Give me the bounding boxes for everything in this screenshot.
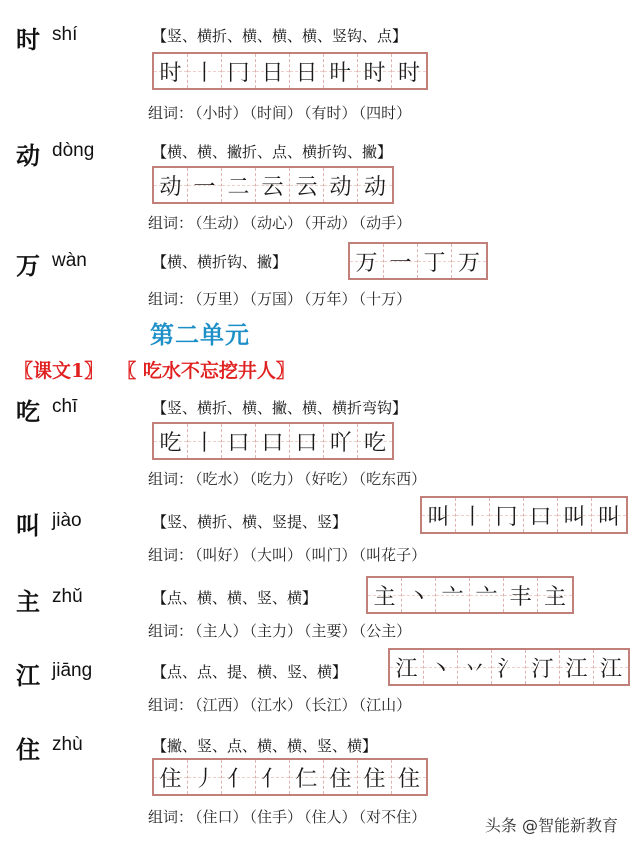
stroke-cell — [188, 760, 222, 794]
stroke-step: 旪 — [329, 60, 352, 86]
stroke-step: 动 — [159, 174, 182, 200]
word: （主人） — [195, 622, 248, 640]
word: （江西） — [195, 696, 248, 714]
stroke-order-text: 【撇、竖、点、横、横、竖、横】 — [152, 737, 378, 755]
stroke-cell — [358, 760, 392, 794]
stroke-step: 丶 — [407, 584, 430, 610]
stroke-step: 二 — [227, 174, 250, 200]
stroke-cell — [538, 578, 572, 612]
pinyin: zhǔ — [52, 586, 83, 607]
word: （大叫） — [249, 546, 303, 564]
word: （公主） — [358, 622, 412, 640]
stroke-cell — [154, 168, 188, 202]
stroke-step: 汀 — [531, 656, 554, 682]
stroke-step: 冂 — [495, 504, 518, 530]
stroke-cell — [560, 650, 594, 684]
stroke-step: 丨 — [193, 60, 216, 86]
stroke-step: 日 — [261, 60, 284, 86]
stroke-step: 丁 — [423, 250, 446, 276]
stroke-step: 丨 — [193, 430, 216, 456]
stroke-cell — [290, 168, 324, 202]
word: （主力） — [249, 622, 303, 640]
stroke-cell — [222, 54, 256, 88]
word-list — [148, 212, 413, 233]
word-list — [148, 544, 428, 565]
stroke-step: 亠 — [475, 584, 498, 610]
word-list — [148, 806, 428, 827]
word-list — [148, 288, 413, 309]
pinyin: wàn — [52, 250, 87, 271]
stroke-step: 一 — [389, 250, 412, 276]
stroke-step: 口 — [261, 430, 284, 456]
stroke-step: 亻 — [227, 766, 250, 792]
stroke-cell — [188, 168, 222, 202]
stroke-step: 主 — [373, 584, 396, 610]
stroke-cell — [290, 760, 324, 794]
stroke-grid — [420, 496, 628, 534]
pinyin: shí — [52, 24, 78, 45]
stroke-cell — [290, 424, 324, 458]
stroke-step: 吖 — [329, 430, 352, 456]
stroke-grid — [152, 422, 394, 460]
stroke-step: 住 — [329, 766, 352, 792]
character: 主 — [16, 587, 40, 616]
word: （动心） — [249, 214, 303, 232]
stroke-step: 动 — [329, 174, 352, 200]
stroke-cell — [402, 578, 436, 612]
character: 吃 — [16, 397, 40, 426]
stroke-step: 住 — [397, 766, 420, 792]
word: （十万） — [358, 290, 412, 308]
stroke-step: 亻 — [261, 766, 284, 792]
stroke-step: 吃 — [159, 430, 182, 456]
watermark: 头条 @智能新教育 — [481, 812, 622, 837]
stroke-cell — [470, 578, 504, 612]
stroke-cell — [222, 424, 256, 458]
stroke-grid — [366, 576, 574, 614]
stroke-step: 动 — [363, 174, 386, 200]
stroke-cell — [358, 54, 392, 88]
stroke-step: 冂 — [227, 60, 250, 86]
word: （有时） — [304, 104, 357, 122]
stroke-step: 亠 — [441, 584, 464, 610]
pinyin: zhù — [52, 734, 83, 755]
stroke-step: 时 — [397, 60, 420, 86]
word: （四时） — [358, 104, 412, 122]
stroke-step: 时 — [159, 60, 182, 86]
stroke-step: 万 — [457, 250, 480, 276]
pinyin: dòng — [52, 140, 95, 161]
word: （住口） — [195, 808, 248, 826]
stroke-cell — [392, 54, 426, 88]
stroke-cell — [594, 650, 628, 684]
word: （叫门） — [304, 546, 357, 564]
stroke-order-text: 【点、点、提、横、竖、横】 — [152, 663, 348, 681]
stroke-cell — [558, 498, 592, 532]
stroke-step: 叫 — [597, 504, 620, 530]
stroke-cell — [256, 424, 290, 458]
stroke-cell — [154, 760, 188, 794]
stroke-step: 万 — [355, 250, 378, 276]
stroke-step: 叫 — [427, 504, 450, 530]
stroke-step: 丶 — [429, 656, 452, 682]
stroke-cell — [504, 578, 538, 612]
stroke-cell — [324, 168, 358, 202]
stroke-step: 口 — [529, 504, 552, 530]
word: （江水） — [249, 696, 303, 714]
stroke-cell — [418, 244, 452, 278]
stroke-cell — [256, 760, 290, 794]
stroke-cell — [290, 54, 324, 88]
pinyin: jiào — [52, 510, 82, 531]
stroke-cell — [222, 168, 256, 202]
stroke-step: 江 — [599, 656, 622, 682]
stroke-cell — [490, 498, 524, 532]
stroke-step: 日 — [295, 60, 318, 86]
stroke-cell — [358, 168, 392, 202]
stroke-step: 丷 — [463, 656, 486, 682]
word: （叫花子） — [358, 546, 427, 564]
character: 万 — [16, 251, 40, 280]
stroke-cell — [324, 424, 358, 458]
stroke-cell — [256, 54, 290, 88]
stroke-step: 时 — [363, 60, 386, 86]
word-list — [148, 102, 413, 123]
word: （住人） — [304, 808, 357, 826]
stroke-step: 云 — [295, 174, 318, 200]
stroke-step: 丰 — [509, 584, 532, 610]
stroke-cell — [422, 498, 456, 532]
stroke-cell — [188, 54, 222, 88]
stroke-step: 一 — [193, 174, 216, 200]
stroke-cell — [256, 168, 290, 202]
stroke-cell — [524, 498, 558, 532]
words-label: 组词： — [148, 546, 194, 564]
stroke-step: 口 — [295, 430, 318, 456]
word: （小时） — [195, 104, 248, 122]
character: 住 — [16, 735, 40, 764]
word: （万里） — [195, 290, 248, 308]
stroke-step: 江 — [565, 656, 588, 682]
stroke-cell — [424, 650, 458, 684]
stroke-cell — [222, 760, 256, 794]
word: （对不住） — [358, 808, 427, 826]
word-list — [148, 694, 413, 715]
stroke-cell — [392, 760, 426, 794]
word: （住手） — [249, 808, 303, 826]
word: （动手） — [358, 214, 412, 232]
lesson-label: 〖课文1〗 — [14, 360, 104, 382]
words-label: 组词： — [148, 470, 194, 488]
stroke-step: 叫 — [563, 504, 586, 530]
stroke-cell — [492, 650, 526, 684]
lesson-heading — [14, 356, 295, 383]
word: （江山） — [358, 696, 412, 714]
stroke-order-text: 【竖、横折、横、竖提、竖】 — [152, 513, 348, 531]
character: 动 — [16, 141, 40, 170]
stroke-grid — [152, 52, 428, 90]
words-label: 组词： — [148, 290, 194, 308]
stroke-cell — [436, 578, 470, 612]
stroke-step: 江 — [395, 656, 418, 682]
stroke-step: 主 — [543, 584, 566, 610]
words-label: 组词： — [148, 696, 194, 714]
word: （长江） — [304, 696, 357, 714]
stroke-order-text: 【横、横、撇折、点、横折钩、撇】 — [152, 143, 393, 161]
stroke-step: 丿 — [193, 766, 216, 792]
stroke-cell — [452, 244, 486, 278]
word: （吃东西） — [358, 470, 427, 488]
stroke-order-text: 【点、横、横、竖、横】 — [152, 589, 318, 607]
word-list — [148, 468, 428, 489]
words-label: 组词： — [148, 104, 194, 122]
stroke-grid — [348, 242, 488, 280]
stroke-cell — [154, 424, 188, 458]
word: （主要） — [304, 622, 357, 640]
stroke-cell — [390, 650, 424, 684]
word: （叫好） — [195, 546, 248, 564]
words-label: 组词： — [148, 622, 194, 640]
stroke-step: 住 — [159, 766, 182, 792]
stroke-cell — [384, 244, 418, 278]
pinyin: jiāng — [52, 660, 93, 681]
word: （时间） — [249, 104, 303, 122]
stroke-grid — [388, 648, 630, 686]
pinyin: chī — [52, 396, 78, 417]
stroke-cell — [324, 54, 358, 88]
word: （生动） — [195, 214, 248, 232]
stroke-cell — [458, 650, 492, 684]
stroke-step: 氵 — [497, 656, 520, 682]
character: 江 — [16, 661, 40, 690]
stroke-step: 吃 — [363, 430, 386, 456]
word: （吃力） — [249, 470, 303, 488]
stroke-cell — [154, 54, 188, 88]
stroke-cell — [368, 578, 402, 612]
stroke-order-text: 【横、横折钩、撇】 — [152, 253, 288, 271]
lesson-title: 〖 吃水不忘挖井人〗 — [117, 360, 295, 382]
stroke-cell — [456, 498, 490, 532]
words-label: 组词： — [148, 214, 194, 232]
word: （开动） — [304, 214, 357, 232]
stroke-grid — [152, 166, 394, 204]
word: （好吃） — [304, 470, 357, 488]
stroke-step: 云 — [261, 174, 284, 200]
stroke-order-text: 【竖、横折、横、横、横、竖钩、点】 — [152, 27, 408, 45]
stroke-step: 口 — [227, 430, 250, 456]
character: 时 — [16, 25, 40, 54]
stroke-step: 仁 — [295, 766, 318, 792]
word-list — [148, 620, 413, 641]
stroke-cell — [324, 760, 358, 794]
word: （吃水） — [195, 470, 248, 488]
stroke-cell — [526, 650, 560, 684]
stroke-cell — [188, 424, 222, 458]
word: （万年） — [304, 290, 357, 308]
stroke-grid — [152, 758, 428, 796]
stroke-step: 住 — [363, 766, 386, 792]
words-label: 组词： — [148, 808, 194, 826]
stroke-order-text: 【竖、横折、横、撇、横、横折弯钩】 — [152, 399, 408, 417]
word: （万国） — [249, 290, 303, 308]
stroke-cell — [358, 424, 392, 458]
stroke-step: 丨 — [461, 504, 484, 530]
unit-title: 第二单元 — [150, 320, 250, 349]
stroke-cell — [592, 498, 626, 532]
stroke-cell — [350, 244, 384, 278]
character: 叫 — [16, 511, 40, 540]
